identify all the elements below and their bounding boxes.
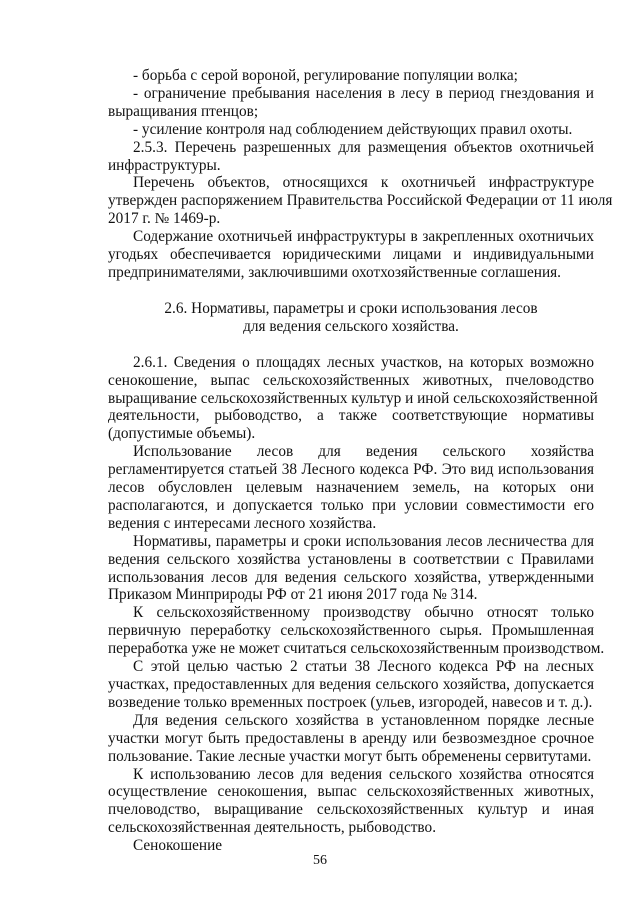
text-line: утвержден распоряжением Правительства Российской Федерации от 11 июля	[108, 192, 613, 210]
text-line: К сельскохозяйственному производству обычно относят только	[133, 604, 594, 622]
page-number: 56	[313, 853, 327, 868]
text-line: лесов обусловлен целевым назначением земель, на которых они	[108, 479, 594, 497]
text-line: Перечень объектов, относящихся к охотничьей инфраструктуре	[133, 174, 594, 192]
text-line: инфраструктуры.	[108, 156, 221, 174]
text-line: ведения сельского хозяйства установлены в соответствии с Правилами	[108, 550, 594, 568]
text-line: - усиление контроля над соблюдением действующих правил охоты.	[133, 120, 573, 138]
text-line: участках, предоставленных для ведения сельского хозяйства, допускается	[108, 676, 594, 693]
text-line: выращивания птенцов;	[108, 102, 259, 120]
text-line: С этой целью частью 2 статьи 38 Лесного кодекса РФ на лесных	[133, 658, 594, 676]
text-line: угодьях обеспечивается юридическими лицами и индивидуальными	[108, 246, 594, 264]
text-line: К использованию лесов для ведения сельского хозяйства относятся	[133, 765, 594, 783]
text-line: 2017 г. № 1469-р.	[108, 210, 221, 228]
text-line: переработка уже не может считаться сельскохозяйственным производством.	[108, 640, 605, 658]
section-heading: для ведения сельского хозяйства.	[243, 317, 459, 335]
section-heading: 2.6. Нормативы, параметры и сроки использования лесов	[164, 299, 538, 317]
text-line: располагаются, и допускается только при условии совместимости его	[108, 496, 594, 514]
text-line: - ограничение пребывания населения в лесу в период гнездования и	[133, 84, 594, 102]
text-line: Нормативы, параметры и сроки использования лесов лесничества для	[133, 532, 594, 550]
text-line: (допустимые объемы).	[108, 425, 256, 443]
text-line: предпринимателями, заключившими охотхозяйственные соглашения.	[108, 263, 561, 281]
text-line: Использование лесов для ведения сельского хозяйства	[133, 443, 594, 461]
text-line: 2.6.1. Сведения о площадях лесных участков, на которых возможно	[133, 353, 594, 371]
text-line: Для ведения сельского хозяйства в установленном порядке лесные	[133, 711, 594, 729]
text-line: участки могут быть предоставлены в аренду или безвозмездное срочное	[108, 729, 594, 747]
text-line: возведение только временных построек (ульев, изгородей, навесов и т. д.).	[108, 693, 593, 711]
text-line: пчеловодство, выращивание сельскохозяйственных культур и иная	[108, 801, 594, 819]
text-line: деятельности, рыбоводство, а также соответствующие нормативы	[108, 407, 594, 425]
text-line: Приказом Минприроды РФ от 21 июня 2017 года № 314.	[108, 586, 478, 604]
text-line: первичную переработку сельскохозяйственного сырья. Промышленная	[108, 622, 594, 640]
text-line: осуществление сенокошения, выпас сельскохозяйственных животных,	[108, 783, 594, 801]
text-line: регламентируется статьей 38 Лесного кодекса РФ. Это вид использования	[108, 461, 594, 479]
text-line: сельскохозяйственная деятельность, рыбоводство.	[108, 819, 437, 837]
text-line: ведения с интересами лесного хозяйства.	[108, 514, 377, 532]
text-line: выращивание сельскохозяйственных культур и иной сельскохозяйственной	[108, 389, 598, 407]
text-line: использования лесов для ведения сельского хозяйства, утвержденными	[108, 568, 594, 586]
text-line: сенокошение, выпас сельскохозяйственных животных, пчеловодство	[108, 371, 594, 389]
text-line: пользование. Такие лесные участки могут быть обременены сервитутами.	[108, 747, 592, 765]
text-line: 2.5.3. Перечень разрешенных для размещения объектов охотничьей	[133, 138, 594, 156]
text-line: - борьба с серой вороной, регулирование популяции волка;	[133, 67, 518, 84]
text-line: Сенокошение	[133, 837, 223, 855]
text-line: Содержание охотничьей инфраструктуры в закрепленных охотничьих	[133, 228, 594, 246]
